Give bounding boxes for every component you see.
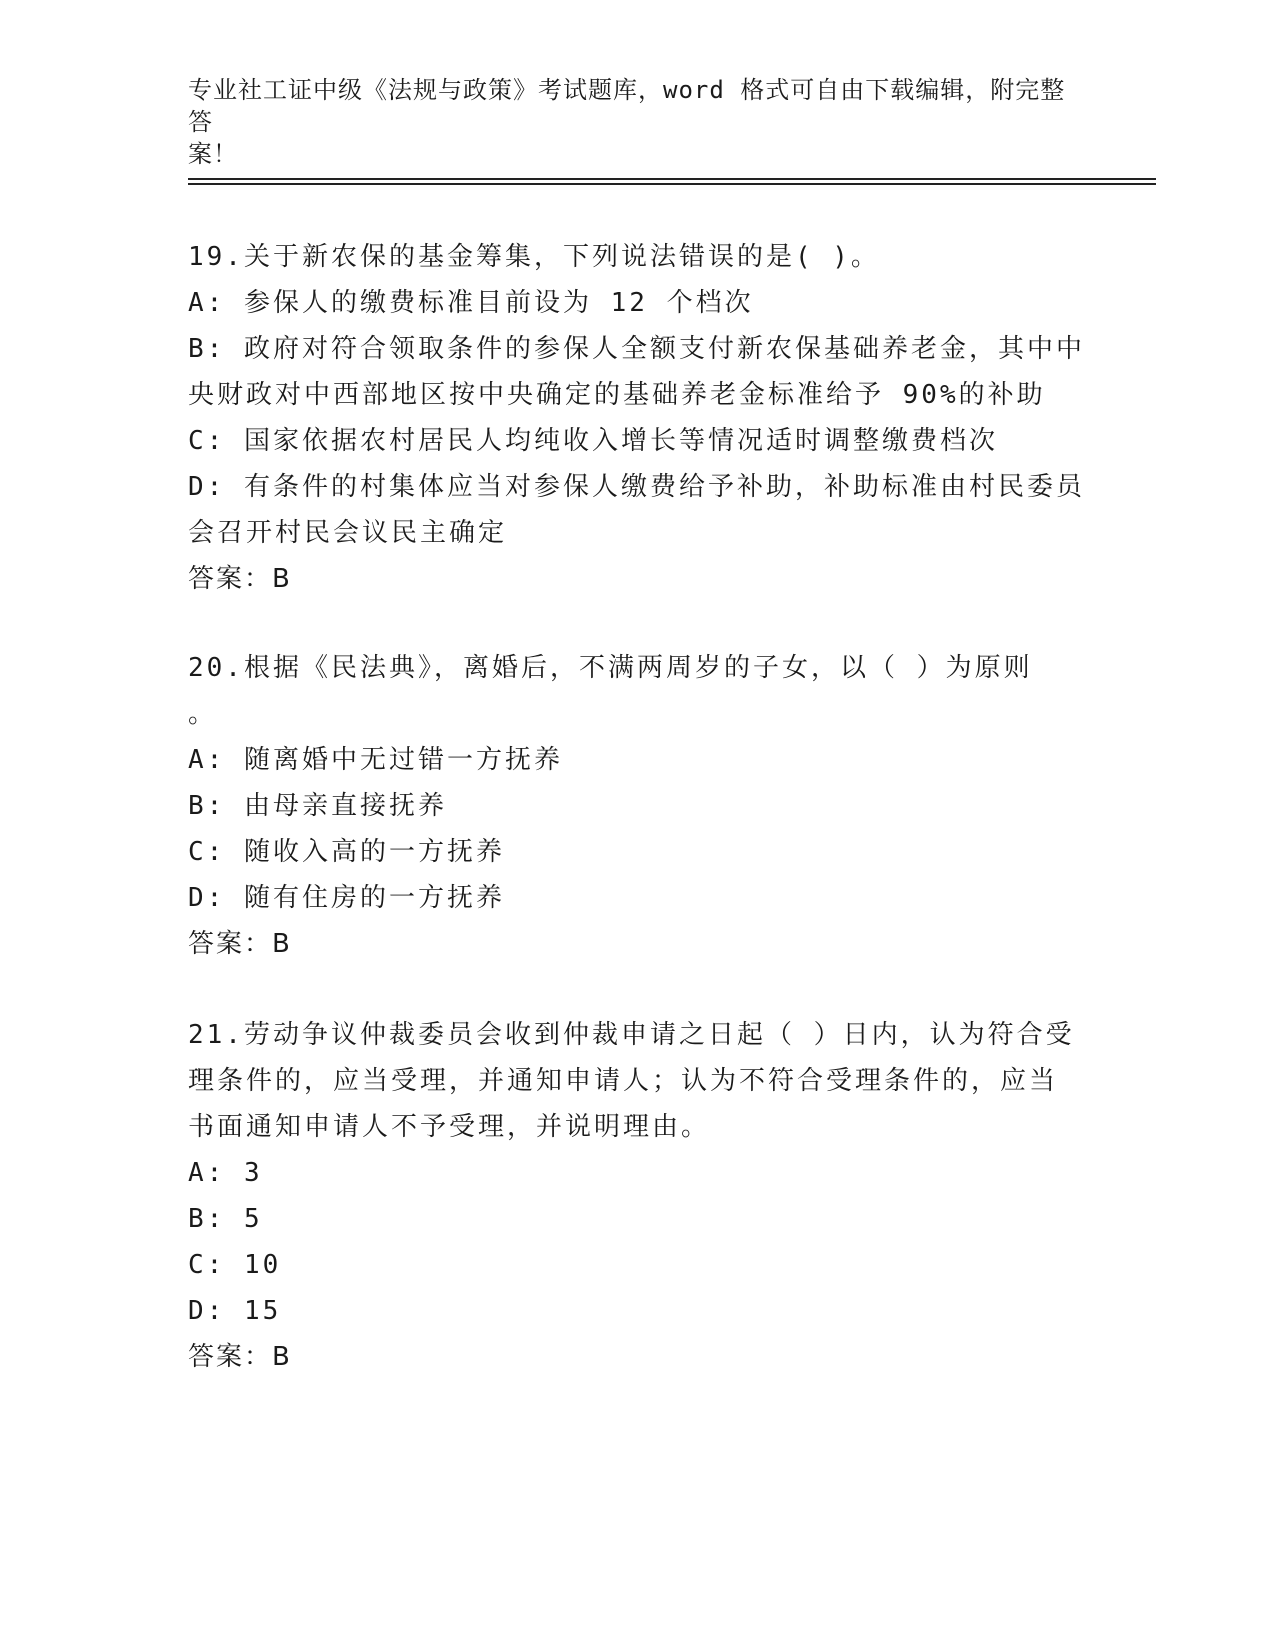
document-header [188,74,1068,170]
option-b-continued: 央财政对中西部地区按中央确定的基础养老金标准给予 90%的补助 [188,380,1046,410]
question-stem: 21.劳动争议仲裁委员会收到仲裁申请之日起（ ）日内，认为符合受 [188,1020,1075,1050]
question-stem-continued: 理条件的，应当受理，并通知申请人；认为不符合受理条件的，应当 [188,1066,1059,1096]
option-b: B: 5 [188,1204,263,1234]
option-a: A: 随离婚中无过错一方抚养 [188,745,563,775]
header-divider [188,183,1156,185]
option-d: D: 随有住房的一方抚养 [188,883,505,913]
answer-line: 答案：B [188,1342,292,1372]
question-19 [188,234,1088,602]
option-b: B: 由母亲直接抚养 [188,791,447,821]
option-d: D: 有条件的村集体应当对参保人缴费给予补助，补助标准由村民委员 [188,472,1085,502]
question-stem-continued: 。 [188,699,218,729]
header-divider [188,178,1156,180]
option-c: C: 随收入高的一方抚养 [188,837,505,867]
header-line: 案！ [188,140,238,168]
option-c: C: 国家依据农村居民人均纯收入增长等情况适时调整缴费档次 [188,426,998,456]
question-stem: 20.根据《民法典》，离婚后，不满两周岁的子女，以（ ）为原则 [188,653,1033,683]
option-d: D: 15 [188,1296,282,1326]
answer-line: 答案：B [188,929,292,959]
option-a: A: 3 [188,1158,263,1188]
question-stem-continued: 书面通知申请人不予受理，并说明理由。 [188,1112,711,1142]
option-c: C: 10 [188,1250,282,1280]
option-a: A: 参保人的缴费标准目前设为 12 个档次 [188,288,754,318]
option-b: B: 政府对符合领取条件的参保人全额支付新农保基础养老金，其中中 [188,334,1085,364]
option-d-continued: 会召开村民会议民主确定 [188,518,508,548]
answer-line: 答案：B [188,564,292,594]
header-line: 专业社工证中级《法规与政策》考试题库，word 格式可自由下载编辑，附完整答 [188,76,1066,136]
question-21 [188,1012,1088,1380]
question-stem: 19.关于新农保的基金筹集，下列说法错误的是( )。 [188,242,880,272]
question-20 [188,645,1088,967]
